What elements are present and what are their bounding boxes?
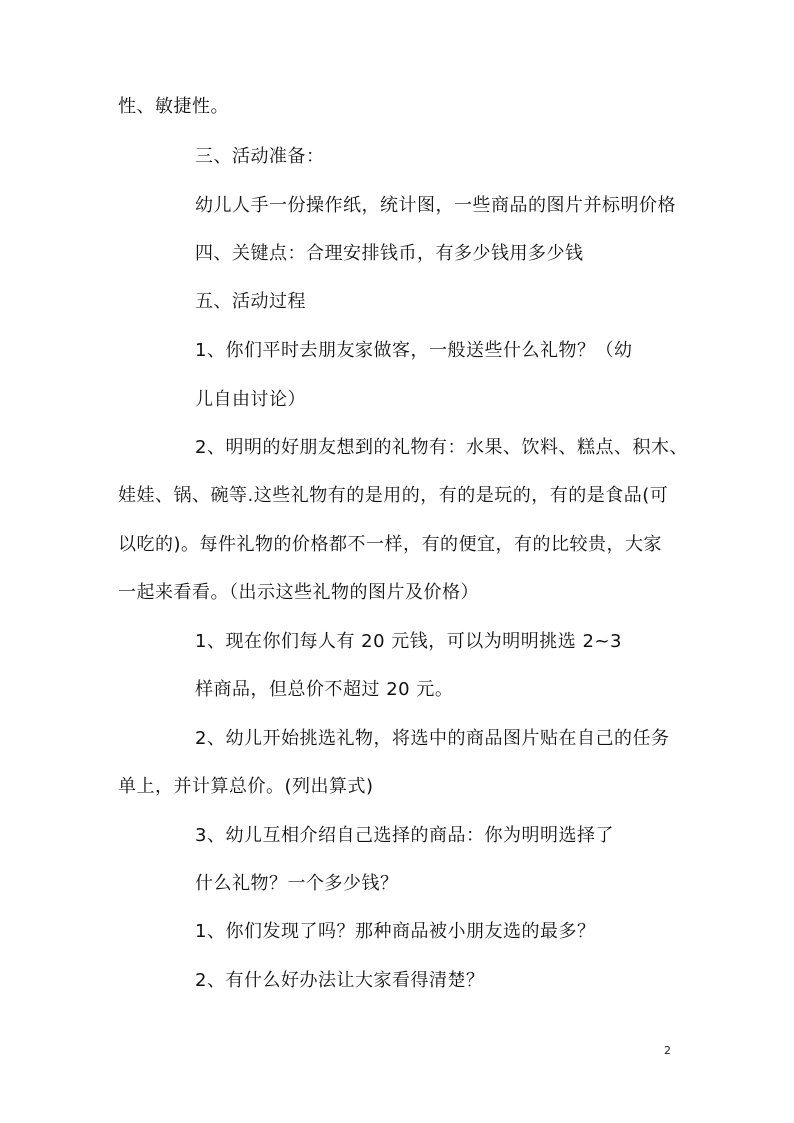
text-line: 幼儿人手一份操作纸，统计图，一些商品的图片并标明价格 [195, 195, 676, 216]
text-line: 样商品，但总价不超过 20 元。 [195, 679, 454, 700]
text-line: 一起来看看。（出示这些礼物的图片及价格） [118, 582, 479, 603]
text-line: 什么礼物？一个多少钱？ [195, 873, 399, 894]
page-number: 2 [664, 1044, 671, 1057]
text-line: 娃娃、锅、碗等.这些礼物有的是用的，有的是玩的，有的是食品(可 [118, 485, 669, 506]
section-heading: 四、关键点：合理安排钱币，有多少钱用多少钱 [195, 243, 584, 264]
text-line: 儿自由讨论） [195, 389, 306, 410]
text-line: 2、有什么好办法让大家看得清楚？ [195, 970, 485, 991]
section-heading: 五、活动过程 [195, 291, 306, 312]
text-line: 以吃的)。每件礼物的价格都不一样，有的便宜，有的比较贵，大家 [118, 534, 663, 555]
text-line: 1、你们平时去朋友家做客，一般送些什么礼物？（幼 [195, 340, 633, 361]
text-line: 2、幼儿开始挑选礼物，将选中的商品图片贴在自己的任务 [195, 728, 670, 749]
text-line: 1、你们发现了吗？那种商品被小朋友选的最多？ [195, 921, 596, 942]
text-line: 2、明明的好朋友想到的礼物有：水果、饮料、糕点、积木、 [195, 437, 688, 458]
section-heading: 三、活动准备： [195, 146, 325, 167]
text-line: 性、敏捷性。 [118, 96, 229, 117]
text-line: 1、现在你们每人有 20 元钱，可以为明明挑选 2~3 [195, 631, 623, 652]
text-line: 3、幼儿互相介绍自己选择的商品：你为明明选择了 [195, 825, 614, 846]
text-line: 单上，并计算总价。(列出算式) [118, 776, 374, 797]
